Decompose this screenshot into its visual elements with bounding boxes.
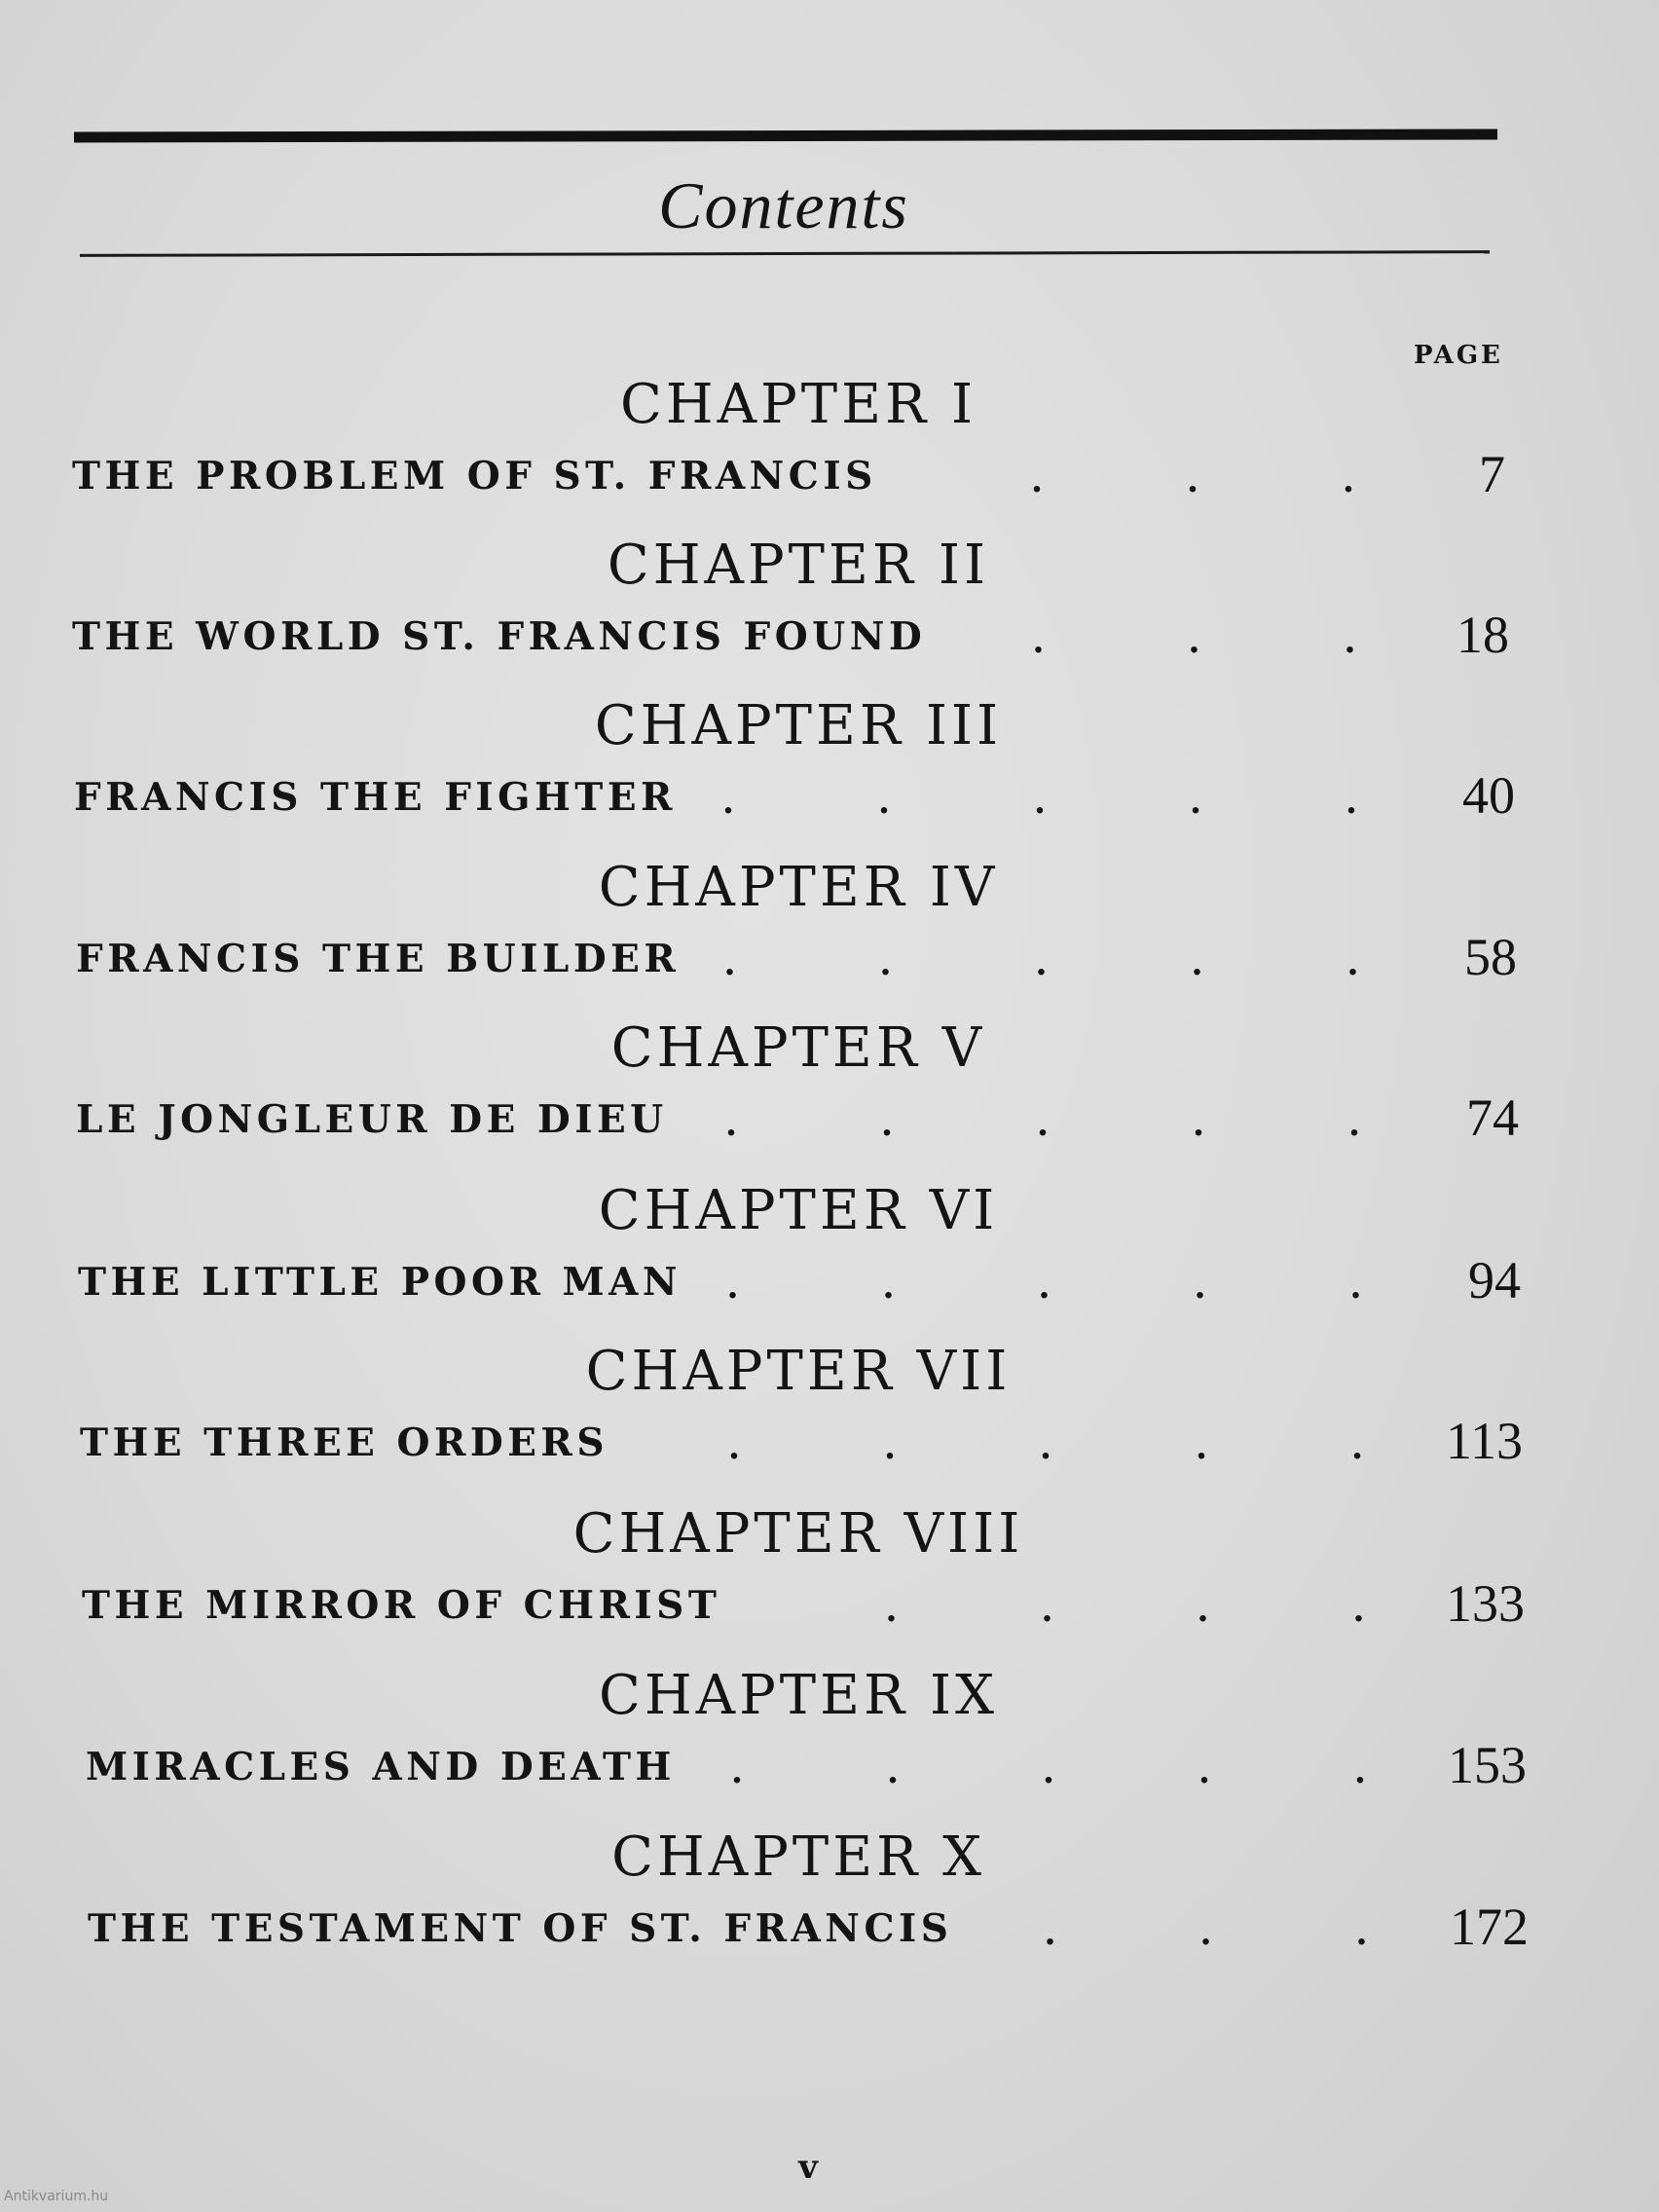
toc-entry xyxy=(0,1825,1659,1992)
leader-dot: . xyxy=(1344,457,1353,500)
toc-entry xyxy=(0,1179,1659,1346)
page-number: 7 xyxy=(1479,445,1505,503)
toc-entry xyxy=(0,373,1659,539)
page-number: 172 xyxy=(1450,1898,1529,1956)
chapter-title: THE MIRROR OF CHRIST xyxy=(82,1583,721,1628)
page-number: 113 xyxy=(1446,1412,1523,1470)
leader-dot: . xyxy=(1197,1423,1206,1467)
chapter-title: FRANCIS THE FIGHTER xyxy=(74,775,677,820)
chapter-heading: CHAPTER X xyxy=(611,1825,985,1889)
leader-dot: . xyxy=(1345,617,1355,661)
leader-dot: . xyxy=(726,1100,736,1144)
chapter-heading: CHAPTER II xyxy=(607,534,990,597)
leader-dot: . xyxy=(1195,1263,1205,1307)
leader-dot: . xyxy=(1349,1100,1359,1144)
leader-dot: . xyxy=(1350,1263,1361,1307)
leader-dot: . xyxy=(886,1586,897,1630)
leader-dot: . xyxy=(1188,457,1198,500)
page-number: 74 xyxy=(1466,1088,1519,1147)
toc-entry xyxy=(0,1016,1659,1183)
toc-entry xyxy=(0,694,1659,861)
chapter-heading: CHAPTER V xyxy=(610,1016,986,1080)
chapter-title: THE PROBLEM OF ST. FRANCIS xyxy=(72,454,877,498)
leader-dot: . xyxy=(1356,1909,1367,1953)
leader-dot: . xyxy=(1035,778,1045,822)
leader-dot: . xyxy=(885,1423,895,1467)
leader-dot: . xyxy=(724,940,735,983)
chapter-heading: CHAPTER III xyxy=(594,694,1003,757)
leader-dot: . xyxy=(879,778,889,822)
chapter-title: MIRACLES AND DEATH xyxy=(86,1745,676,1789)
toc-entry xyxy=(0,856,1659,1022)
page-folio: v xyxy=(798,2148,818,2187)
leader-dot: . xyxy=(1033,617,1044,661)
chapter-title: THE THREE ORDERS xyxy=(80,1420,608,1465)
page-number: 94 xyxy=(1468,1251,1521,1309)
leader-dot: . xyxy=(1353,1586,1364,1630)
page-number: 153 xyxy=(1448,1736,1527,1794)
page-number: 40 xyxy=(1462,766,1515,825)
leader-dot: . xyxy=(732,1748,742,1791)
leader-dot: . xyxy=(1189,617,1199,661)
leader-dot: . xyxy=(727,1263,738,1307)
leader-dot: . xyxy=(880,940,891,983)
leader-dot: . xyxy=(882,1100,892,1144)
leader-dot: . xyxy=(1042,1586,1052,1630)
leader-dot: . xyxy=(1032,457,1042,500)
leader-dot: . xyxy=(1198,1586,1208,1630)
chapter-title: THE WORLD ST. FRANCIS FOUND xyxy=(72,614,927,659)
leader-dot: . xyxy=(723,778,733,822)
toc-entry xyxy=(0,1340,1659,1506)
toc-entry xyxy=(0,534,1659,700)
leader-dot: . xyxy=(1039,1263,1050,1307)
chapter-heading: CHAPTER VI xyxy=(598,1179,999,1242)
leader-dot: . xyxy=(729,1423,739,1467)
chapter-title: THE LITTLE POOR MAN xyxy=(78,1260,682,1305)
page-number: 133 xyxy=(1446,1574,1525,1633)
leader-dot: . xyxy=(1347,940,1358,983)
leader-dot: . xyxy=(1044,1748,1053,1791)
leader-dot: . xyxy=(1192,940,1202,983)
toc-entry xyxy=(0,1664,1659,1830)
chapter-title: LE JONGLEUR DE DIEU xyxy=(76,1097,668,1142)
toc-entry xyxy=(0,1502,1659,1669)
chapter-heading: CHAPTER VIII xyxy=(572,1502,1024,1566)
leader-dot: . xyxy=(883,1263,894,1307)
leader-dot: . xyxy=(1194,1100,1203,1144)
leader-dot: . xyxy=(888,1748,898,1791)
page-number: 18 xyxy=(1456,606,1509,664)
leader-dot: . xyxy=(1355,1748,1365,1791)
leader-dot: . xyxy=(1200,1909,1211,1953)
chapter-title: FRANCIS THE BUILDER xyxy=(76,937,681,981)
chapter-heading: CHAPTER VII xyxy=(585,1340,1012,1403)
chapter-heading: CHAPTER IV xyxy=(598,856,999,919)
leader-dot: . xyxy=(1041,1423,1051,1467)
leader-dot: . xyxy=(1191,778,1200,822)
page-column-label: PAGE xyxy=(1414,341,1503,370)
leader-dot: . xyxy=(1045,1909,1055,1953)
watermark-text: Antikvarium.hu xyxy=(4,2189,109,2204)
leader-dot: . xyxy=(1199,1748,1209,1791)
leader-dot: . xyxy=(1346,778,1356,822)
page-number: 58 xyxy=(1464,928,1517,986)
leader-dot: . xyxy=(1352,1423,1362,1467)
leader-dot: . xyxy=(1038,1100,1048,1144)
page-title: Contents xyxy=(658,168,909,242)
chapter-heading: CHAPTER IX xyxy=(599,1664,998,1727)
leader-dot: . xyxy=(1036,940,1047,983)
chapter-heading: CHAPTER I xyxy=(619,373,977,436)
chapter-title: THE TESTAMENT OF ST. FRANCIS xyxy=(88,1906,953,1951)
